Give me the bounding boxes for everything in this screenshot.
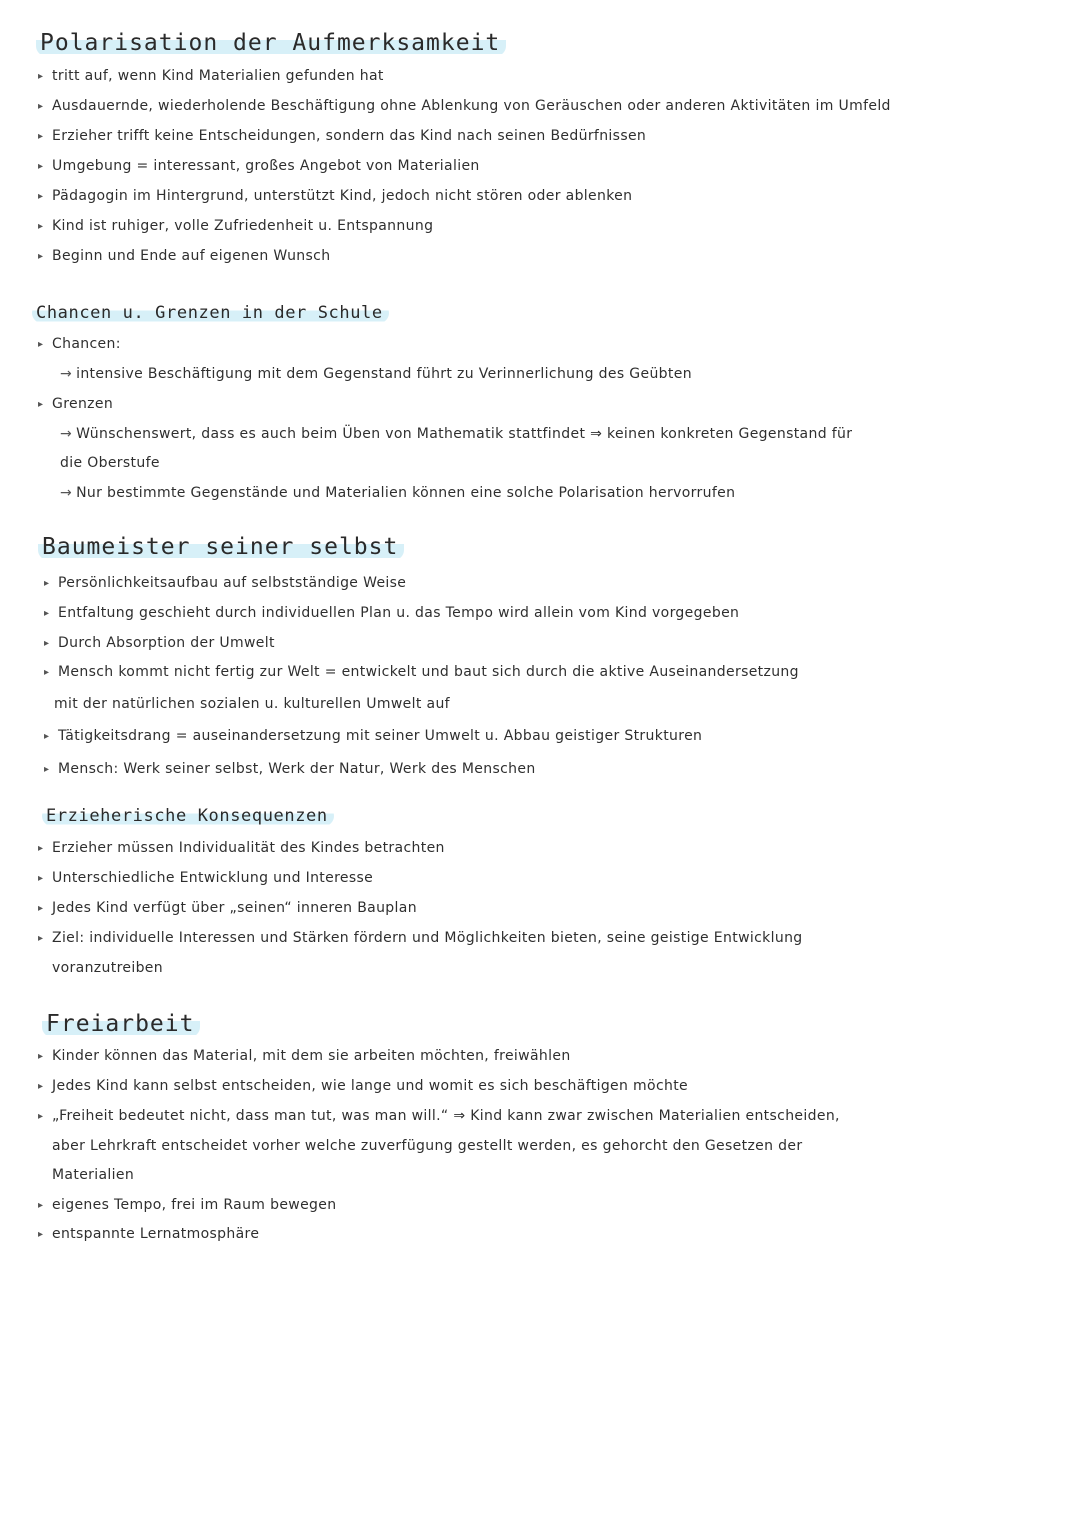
chancen-point: → intensive Beschäftigung mit dem Gegenstand führt zu Verinnerlichung des Geübten <box>60 366 692 382</box>
list-item: ▸ Jedes Kind kann selbst entscheiden, wie lange und womit es sich beschäftigen möchte <box>52 1076 688 1096</box>
arrow-right-icon: → <box>60 426 73 442</box>
list-item: ▸ Erzieher trifft keine Entscheidungen, sondern das Kind nach seinen Bedürfnissen <box>52 126 646 146</box>
list-item: ▸ Entfaltung geschieht durch individuellen Plan u. das Tempo wird allein vom Kind vorgegeben <box>58 603 739 623</box>
subheading-grenzen: ▸ Grenzen <box>52 394 113 414</box>
list-item: ▸ entspannte Lernatmosphäre <box>52 1224 259 1244</box>
list-item: ▸ Ausdauernde, wiederholende Beschäftigung ohne Ablenkung von Geräuschen oder anderen Aktivitäten im Umfeld <box>52 96 891 116</box>
heading-baumeister: Baumeister seiner selbst <box>38 534 404 560</box>
heading-konsequenzen: Erzieherische Konsequenzen <box>42 806 334 826</box>
list-item: ▸ Erzieher müssen Individualität des Kindes betrachten <box>52 838 445 858</box>
list-item: ▸ Persönlichkeitsaufbau auf selbstständige Weise <box>58 573 406 593</box>
list-item: ▸ Beginn und Ende auf eigenen Wunsch <box>52 246 330 266</box>
list-item: ▸ Ziel: individuelle Interessen und Stärken fördern und Möglichkeiten bieten, seine geistige Entwicklung <box>52 928 803 948</box>
list-item: ▸ „Freiheit bedeutet nicht, dass man tut, was man will.“ ⇒ Kind kann zwar zwischen Materialien entscheiden, <box>52 1106 840 1126</box>
list-item-cont: mit der natürlichen sozialen u. kulturellen Umwelt auf <box>54 696 450 712</box>
list-item: ▸ Tätigkeitsdrang = auseinandersetzung mit seiner Umwelt u. Abbau geistiger Strukturen <box>58 726 702 746</box>
list-item: ▸ Mensch: Werk seiner selbst, Werk der Natur, Werk des Menschen <box>58 759 536 779</box>
list-item: ▸ Mensch kommt nicht fertig zur Welt = entwickelt und baut sich durch die aktive Auseinandersetzung <box>58 662 799 682</box>
grenzen-point-1: → Wünschenswert, dass es auch beim Üben von Mathematik stattfindet ⇒ keinen konkreten Gegenstand für <box>60 426 853 442</box>
list-item-cont: voranzutreiben <box>52 960 163 976</box>
list-item: ▸ Kind ist ruhiger, volle Zufriedenheit u. Entspannung <box>52 216 433 236</box>
grenzen-point-2: → Nur bestimmte Gegenstände und Materialien können eine solche Polarisation hervorrufen <box>60 485 736 501</box>
list-item: ▸ tritt auf, wenn Kind Materialien gefunden hat <box>52 66 384 86</box>
list-item: ▸ Durch Absorption der Umwelt <box>58 633 275 653</box>
list-item-cont: Materialien <box>52 1167 135 1183</box>
arrow-right-icon: → <box>60 366 73 382</box>
arrow-right-icon: → <box>60 485 73 501</box>
list-item: ▸ Kinder können das Material, mit dem sie arbeiten möchten, freiwählen <box>52 1046 571 1066</box>
heading-freiarbeit: Freiarbeit <box>42 1011 200 1037</box>
list-item: ▸ Umgebung = interessant, großes Angebot von Materialien <box>52 156 480 176</box>
subheading-chancen: ▸ Chancen: <box>52 334 121 354</box>
grenzen-point-1-cont: die Oberstufe <box>60 455 160 471</box>
list-item: ▸ Jedes Kind verfügt über „seinen“ inneren Bauplan <box>52 898 417 918</box>
list-item: ▸ Pädagogin im Hintergrund, unterstützt Kind, jedoch nicht stören oder ablenken <box>52 186 632 206</box>
list-item: ▸ eigenes Tempo, frei im Raum bewegen <box>52 1195 336 1215</box>
list-item: ▸ Unterschiedliche Entwicklung und Interesse <box>52 868 373 888</box>
list-item-cont: aber Lehrkraft entscheidet vorher welche zuverfügung gestellt werden, es gehorcht den Gesetzen der <box>52 1138 803 1154</box>
heading-polarisation: Polarisation der Aufmerksamkeit <box>36 30 506 56</box>
heading-chancen-grenzen: Chancen u. Grenzen in der Schule <box>32 303 389 323</box>
